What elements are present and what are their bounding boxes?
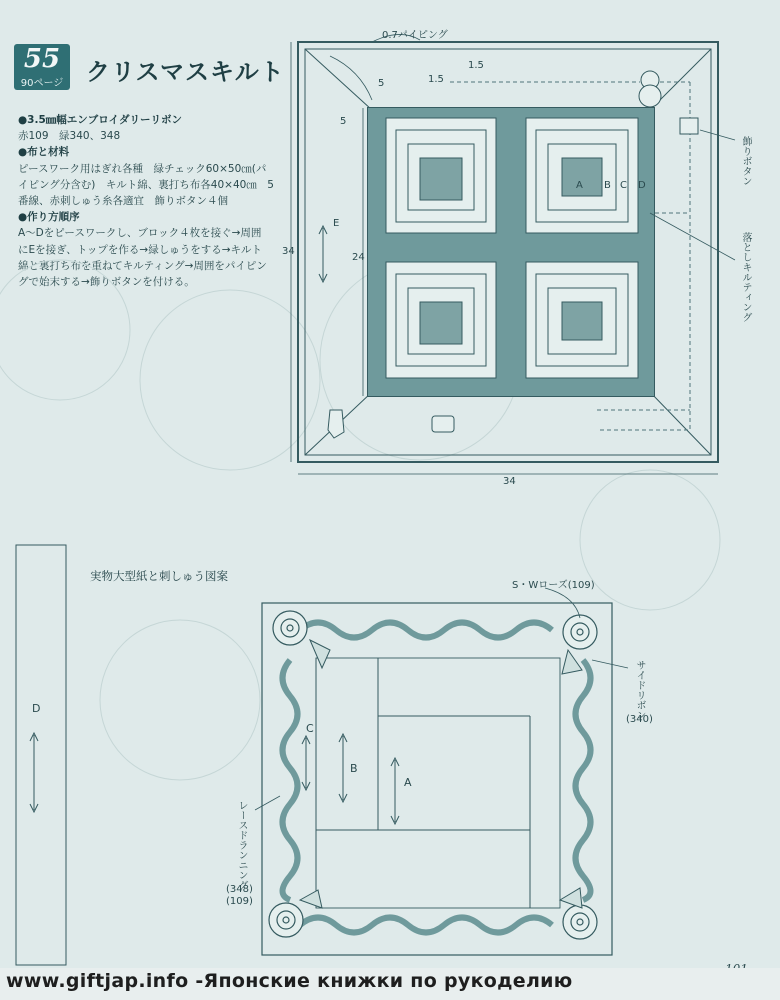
label-d: D xyxy=(638,180,646,191)
piece-d-label: D xyxy=(32,702,41,715)
label-c: C xyxy=(620,180,627,191)
dim-5-top: 5 xyxy=(378,78,385,89)
button-label: 飾りボタン xyxy=(740,136,751,186)
steps-line: にEを接ぎ、トップを作る→緑しゅうをする→キルト xyxy=(18,243,262,256)
rose-label: S・Wローズ(109) xyxy=(512,580,595,591)
dim-1-5-top: 1.5 xyxy=(468,60,484,71)
dim-24: 24 xyxy=(352,252,365,263)
lace-code-2: (109) xyxy=(226,896,253,907)
steps-line: 綿と裏打ち布を重ねてキルティング→周囲をパイピン xyxy=(18,259,267,272)
ribbon-detail: 赤109 緑340、348 xyxy=(18,130,121,143)
page-title: クリスマスキルト xyxy=(86,58,285,86)
dim-34-side: 34 xyxy=(282,246,295,257)
pattern-section-title: 実物大型紙と刺しゅう図案 xyxy=(90,569,228,583)
quilting-label: 落としキルティング xyxy=(740,232,751,322)
piece-b-label: B xyxy=(350,762,358,775)
watermark-bar xyxy=(0,968,780,1000)
label-a: A xyxy=(576,180,583,191)
cloth-line: イピング分含む) キルト綿、裏打ち布各40×40㎝ 5 xyxy=(18,178,274,191)
piping-label: 0.7パイピング xyxy=(382,30,448,41)
label-e: E xyxy=(333,218,340,229)
lace-code-1: (348) xyxy=(226,884,253,895)
side-ribbon-label: サイドリボン xyxy=(634,660,645,720)
dim-5-side: 5 xyxy=(340,116,347,127)
steps-line: A～Dをピースワークし、ブロック４枚を接ぐ→周囲 xyxy=(18,227,262,240)
cloth-line: 番線、赤刺しゅう糸各適宜 飾りボタン４個 xyxy=(18,195,228,208)
dim-1-5-side: 1.5 xyxy=(428,74,444,85)
label-b: B xyxy=(604,180,611,191)
cloth-heading: ●布と材料 xyxy=(18,146,70,159)
ribbon-heading: ●3.5㎜幅エンブロイダリーリボン xyxy=(18,114,182,126)
steps-heading: ●作り方順序 xyxy=(18,211,80,224)
piece-a-label: A xyxy=(404,776,412,789)
cloth-line: ピースワーク用はぎれ各種 緑チェック60×50㎝(パ xyxy=(18,162,267,175)
pattern-number: 55 xyxy=(23,44,61,74)
watermark-text: www.giftjap.info -Японские книжки по рукоделию xyxy=(6,970,573,992)
page-reference: 90ページ xyxy=(20,78,64,89)
full-size-pattern xyxy=(16,545,628,965)
dim-34-bottom: 34 xyxy=(503,476,516,487)
lace-label: レースドランニング xyxy=(236,800,247,890)
side-ribbon-code: (340) xyxy=(626,714,653,725)
steps-line: グで始末する→飾りボタンを付ける。 xyxy=(18,276,195,289)
piece-c-label: C xyxy=(306,722,314,735)
